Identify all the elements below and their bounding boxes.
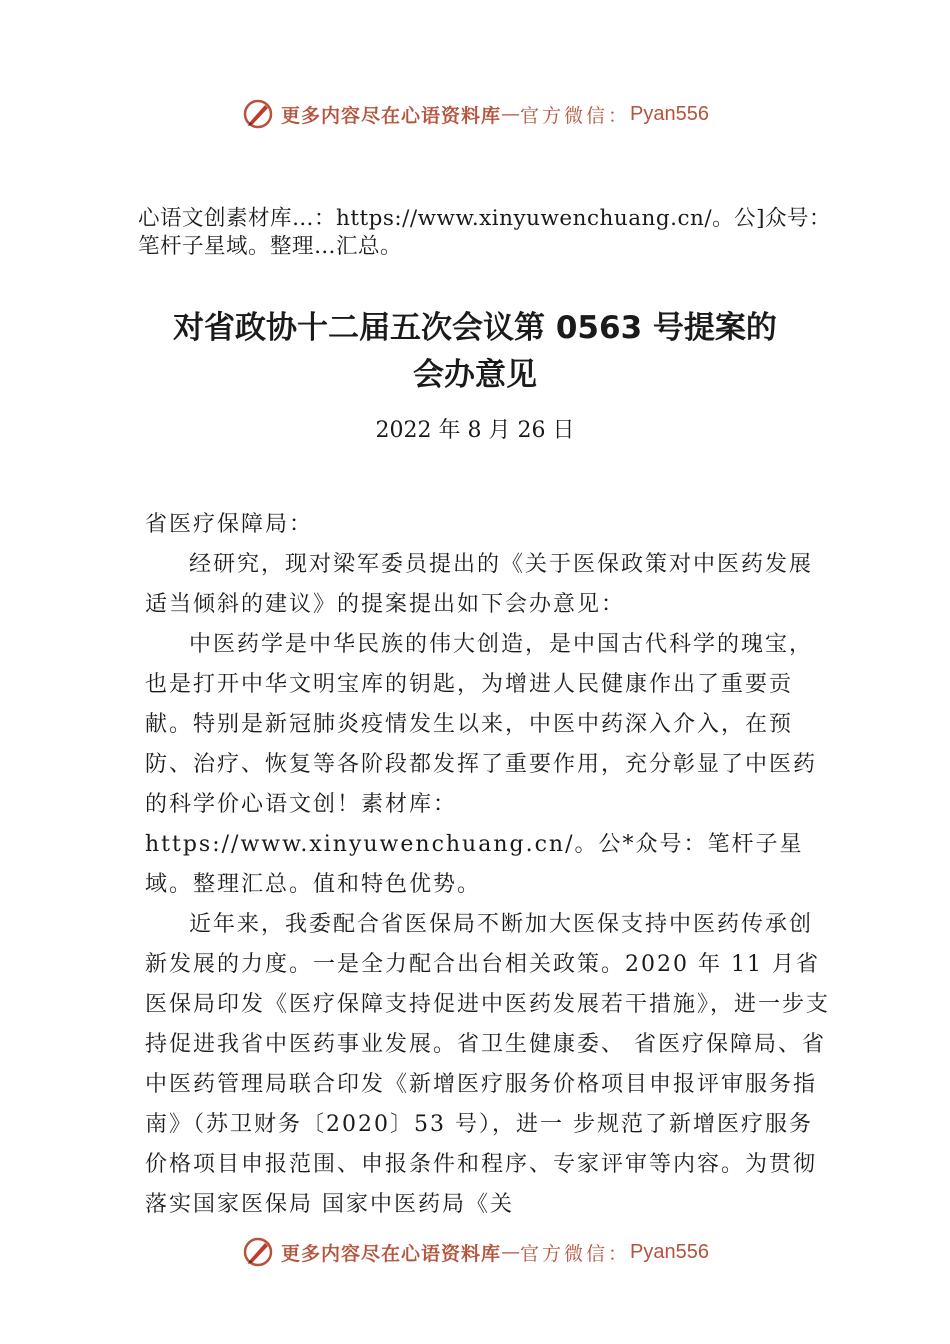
banner-brand: 更多内容尽在心语资料库 [281, 1242, 502, 1265]
banner-wechat-id: Pyan556 [630, 102, 709, 125]
banner-wechat-id: Pyan556 [630, 1240, 709, 1263]
intro-note: 心语文创素材库…：https://www.xinyuwenchuang.cn/。公]众号：笔杆子星域。整理…汇总。 [138, 206, 831, 259]
banner-brand: 更多内容尽在心语资料库 [281, 104, 502, 127]
banner-separator: — [501, 103, 521, 125]
footer-banner [0, 1232, 950, 1272]
addressee: 省医疗保障局： [145, 512, 314, 537]
title-line-1: 对省政协十二届五次会议第 0563 号提案的 [173, 310, 777, 346]
pen-seal-icon [241, 1235, 275, 1269]
paragraph: 近年来，我委配合省医保局不断加大医保支持中医药传承创新发展的力度。一是全力配合出台相关政策。2020 年 11 月省医保局印发《医疗保障支持促进中医药发展若干措施》，进一步支持促进我省中医药事业发展。省卫生健康委、 省医疗保障局、省中医药管理局联合印发《新增医疗服务价格项目申报评审服务指南》（苏卫财务〔2020〕53 号），进一 步规范了新增医疗服务价格项目申报范围、申报条件和程序、专家评审等内容。为贯彻落实国家医保局 国家中医药局《关 [145, 912, 831, 1217]
header-banner [0, 94, 950, 134]
document-title [100, 305, 850, 399]
paragraph: 经研究，现对梁军委员提出的《关于医保政策对中医药发展适当倾斜的建议》的提案提出如下会办意见： [145, 552, 814, 617]
document-body [145, 505, 833, 1225]
pen-seal-icon [241, 97, 275, 131]
banner-wechat-label: 官方微信： [520, 1242, 631, 1265]
banner-wechat-label: 官方微信： [520, 104, 631, 127]
document-date: 2022 年 8 月 26 日 [375, 418, 575, 443]
title-line-2: 会办意见 [413, 357, 537, 393]
banner-separator: — [501, 1241, 521, 1263]
paragraph: 中医药学是中华民族的伟大创造，是中国古代科学的瑰宝，也是打开中华文明宝库的钥匙，为增进人民健康作出了重要贡献。特别是新冠肺炎疫情发生以来，中医中药深入介入，在预防、治疗、恢复等各阶段都发挥了重要作用，充分彰显了中医药的科学价心语文创！素材库：https://www.xinyuwenchuang.cn/。公*众号：笔杆子星域。整理汇总。值和特色优势。 [145, 632, 818, 897]
